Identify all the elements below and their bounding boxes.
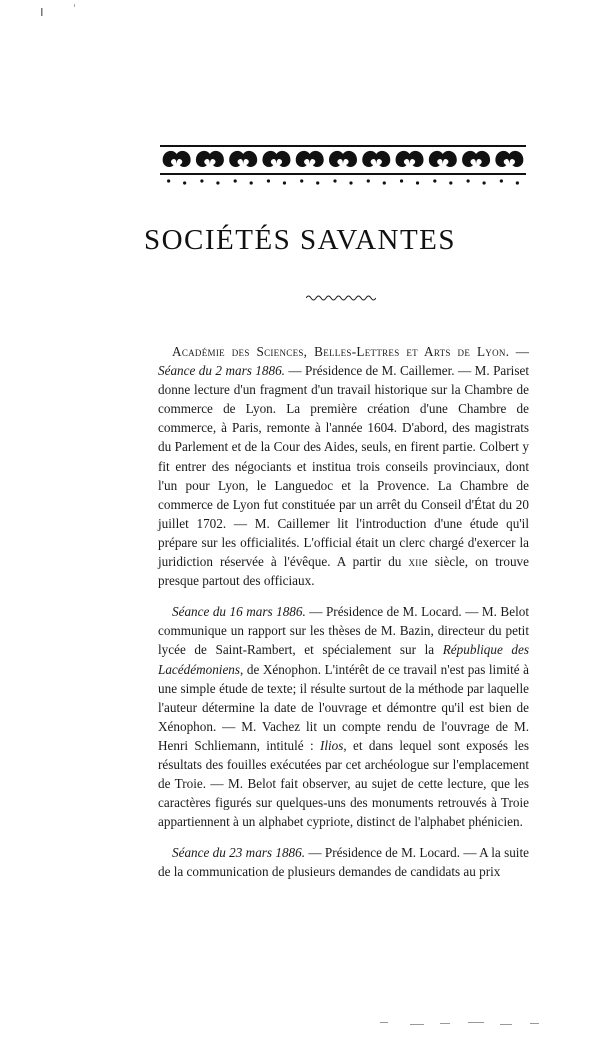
ornament-scroll xyxy=(362,151,390,167)
page-title: SOCIÉTÉS SAVANTES xyxy=(143,224,457,256)
paragraph-text: , de Xénophon. L'intérêt de ce travail n'est pas limité à une simple étude de texte; il résulte surtout de la méthode par laquelle l'auteur détermine la date de l'ouvrage et démontre qu'il est bien de Xénophon. — M. Vachez lit un compte rendu de l'ouvrage de M. Henri Schliemann, intitulé : xyxy=(158,661,529,753)
paragraph-text: — Présidence de M. Locard. — A la suite de la communication de plusieurs demandes de candidats au prix xyxy=(158,845,529,880)
work-title: République des Lacédémoniens xyxy=(158,642,529,677)
ornament-drop xyxy=(449,181,452,184)
ornament-drop xyxy=(466,179,469,182)
paragraph-session-16-mars xyxy=(158,602,529,831)
paragraph-session-2-mars xyxy=(158,342,529,590)
ornament-scroll xyxy=(262,151,290,167)
ornament-scroll xyxy=(196,151,224,167)
ornament-drop xyxy=(183,181,186,184)
session-date: Séance du 16 mars 1886. xyxy=(172,604,306,620)
session-date: Séance du 23 mars 1886. xyxy=(172,845,306,861)
ornament-drop xyxy=(516,181,519,184)
ornament-drop xyxy=(333,179,336,182)
ornament-drop xyxy=(482,181,485,184)
ornament-scroll xyxy=(329,151,357,167)
century-numeral: xii xyxy=(408,554,422,570)
ornament-drop xyxy=(367,179,370,182)
ornament-drop xyxy=(383,181,386,184)
ornament-drop xyxy=(167,179,170,182)
ornament-drop xyxy=(267,179,270,182)
ornament-drop xyxy=(200,179,203,182)
paragraph-text-end: e siècle, on trouve presque partout des officiaux. xyxy=(158,554,529,589)
ornament-scroll xyxy=(296,151,324,167)
decorative-headpiece xyxy=(158,142,528,190)
ornament-drop xyxy=(433,179,436,182)
dash: — xyxy=(509,344,529,359)
ornament-drop xyxy=(283,181,286,184)
session-date: Séance du 2 mars 1886. xyxy=(158,363,285,379)
ornament-drop xyxy=(500,179,503,182)
ornament-drop xyxy=(216,181,219,184)
ornament-drop xyxy=(349,181,352,184)
ornament-drop xyxy=(316,181,319,184)
ornament-drop xyxy=(234,179,237,182)
ornament-scroll xyxy=(163,151,191,167)
ornament-drop xyxy=(400,179,403,182)
ornament-scroll xyxy=(396,151,424,167)
paragraph-text: , et dans lequel sont exposés les résultats des fouilles exécutées par cet archéologue sur l'emplacement de Troie. — M. Belot fait observer, au sujet de cette lecture, que les caractères figurés sur quelques-uns des monuments retrouvés à Troie appartiennent à un alphabet cypriote, distinct de l'alphabet phénicien. xyxy=(158,737,530,830)
ornament-scroll xyxy=(229,151,257,167)
paragraph-text: — Présidence de M. Caillemer. — M. Pariset donne lecture d'un fragment d'un travail historique sur la Chambre de commerce de Lyon. La première création d'une Chambre de commerce, à Paris, remonte à l'année 1604. D'abord, des magistrats du Parlement et de la Cour des Aides, seuls, en firent partie. Colbert y fit entrer des négociants et institua trois conseils provinciaux, dont l'un pour Lyon, le Languedoc et la Provence. La Chambre de commerce de Lyon fut constituée par un arrêt du Conseil d'État du 20 juillet 1702. — M. Caillemer lit l'introduction d'une étude qu'il prépare sur les officialités. L'official était un clerc chargé d'exercer la juridiction réservée à l'évêque. A partir du xyxy=(158,363,529,570)
paragraph-session-23-mars xyxy=(158,843,529,881)
wavy-divider xyxy=(306,294,376,302)
paragraph-text: — Présidence de M. Locard. — M. Belot communique un rapport sur les thèses de M. Bazin, directeur du petit lycée de Saint-Rambert, et spécialement sur la xyxy=(158,604,529,658)
article-body xyxy=(158,342,529,894)
society-name: Académie des Sciences, Belles-Lettres et Arts de Lyon. xyxy=(172,344,510,359)
ornament-drop xyxy=(300,179,303,182)
ornament-scroll xyxy=(429,151,457,167)
work-title: Ilios xyxy=(319,737,344,753)
ornament-scroll xyxy=(495,151,523,167)
ornament-drop xyxy=(250,181,253,184)
ornament-scroll xyxy=(462,151,490,167)
ornament-drop xyxy=(416,181,419,184)
